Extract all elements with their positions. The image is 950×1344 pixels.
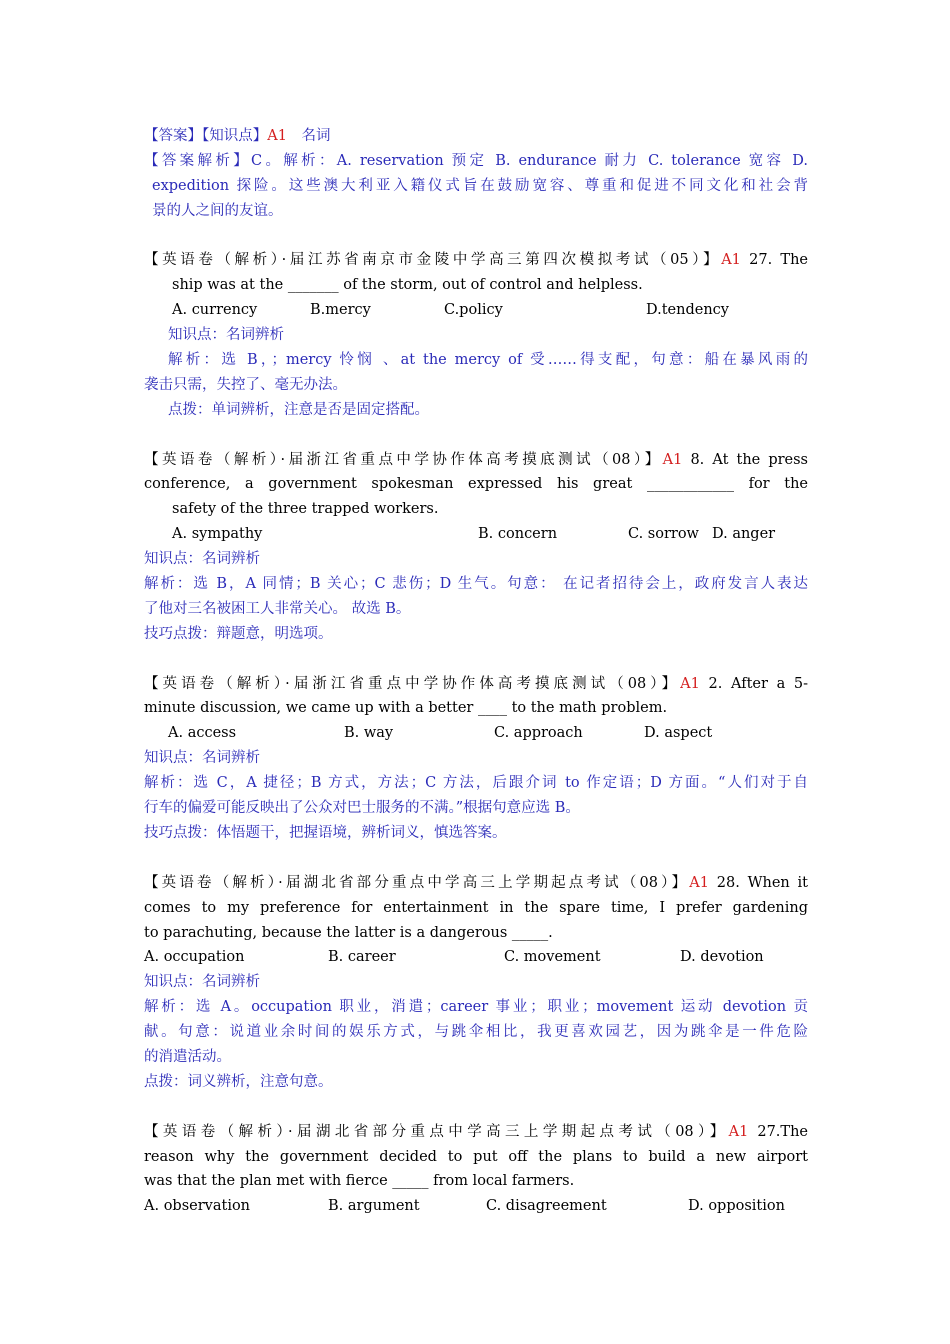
question-stem: was that the plan met with fierce _____ from local farmers. bbox=[144, 1173, 575, 1190]
knowledge-code: A1 bbox=[267, 128, 287, 144]
question-stem: minute discussion, we came up with a better ____ to the math problem. bbox=[144, 700, 668, 717]
answer-options bbox=[144, 945, 808, 970]
answer-options bbox=[144, 721, 808, 746]
question-stem: conference, a government spokesman expressed his great ____________ for the bbox=[144, 476, 808, 493]
knowledge-code: A1 bbox=[689, 874, 709, 891]
analysis-line: 解析：选 B，A 同情；B 关心；C 悲伤；D 生气。句意： 在记者招待会上，政府发言人表达 bbox=[144, 576, 808, 593]
knowledge-point: 知识点：名词辨析 bbox=[144, 750, 260, 767]
analysis-line: 了他对三名被困工人非常关心。 故选 B。 bbox=[144, 600, 411, 617]
knowledge-code: A1 bbox=[662, 451, 683, 468]
tip-line: 点拨：词义辨析，注意句意。 bbox=[144, 1073, 333, 1090]
answer-options bbox=[144, 298, 808, 323]
analysis-line: 解析：选 B，；mercy 怜悯 、at the mercy of 受……得支配，句意：船在暴风雨的 bbox=[168, 352, 808, 369]
analysis-line: 景的人之间的友谊。 bbox=[152, 202, 283, 219]
analysis-line: expedition 探险。这些澳大利亚入籍仪式旨在鼓励宽容、尊重和促进不同文化和社会背 bbox=[152, 177, 808, 194]
answer-block bbox=[144, 124, 808, 224]
analysis-line: 行车的偏爱可能反映出了公众对巴士服务的不满。”根据句意应选 B。 bbox=[144, 800, 580, 817]
question-block bbox=[144, 1120, 808, 1220]
analysis-line: 袭击只需，失控了、毫无办法。 bbox=[144, 376, 347, 393]
tip-line: 技巧点拨：辩题意，明选项。 bbox=[144, 625, 333, 642]
question-stem: comes to my preference for entertainment in the spare time, I prefer gardening bbox=[144, 899, 808, 916]
knowledge-code: A1 bbox=[728, 1123, 749, 1140]
question-block bbox=[144, 871, 808, 1095]
question-stem: reason why the government decided to put off the plans to build a new airport bbox=[144, 1148, 808, 1165]
knowledge-point: 知识点：名词辨析 bbox=[144, 974, 260, 991]
question-block bbox=[144, 448, 808, 647]
option-a: A. occupation bbox=[144, 949, 245, 966]
tip-line: 技巧点拨：体悟题干，把握语境，辨析词义，慎选答案。 bbox=[144, 824, 507, 841]
analysis-line: 解析：选 C，A 捷径；B 方式，方法；C 方法，后跟介词 to 作定语；D 方面。“人们对于自 bbox=[144, 775, 808, 792]
option-c: C. movement bbox=[504, 949, 601, 966]
question-source: 【英语卷（解析）·届湖北省部分重点中学高三上学期起点考试（08）】A1 27.The bbox=[144, 1123, 808, 1140]
option-b: B. career bbox=[328, 949, 396, 966]
tip-line: 点拨：单词辨析，注意是否是固定搭配。 bbox=[168, 401, 429, 418]
question-source: 【英语卷（解析）·届浙江省重点中学协作体高考摸底测试（08）】A1 8. At the press bbox=[144, 451, 808, 468]
question-block bbox=[144, 248, 808, 422]
question-source: 【英语卷（解析）·届湖北省部分重点中学高三上学期起点考试（08）】A1 28. When it bbox=[144, 874, 808, 891]
knowledge-point: 知识点：名词辨析 bbox=[144, 551, 260, 568]
option-b: B. way bbox=[344, 725, 394, 742]
option-c: C.policy bbox=[444, 302, 503, 319]
option-d: D. aspect bbox=[644, 725, 713, 742]
answer-line: 【答案】【知识点】A1 名词 bbox=[144, 128, 331, 144]
question-source: 【英语卷（解析）·届浙江省重点中学协作体高考摸底测试（08）】A1 2. After a 5- bbox=[144, 675, 808, 692]
analysis-line: 献。句意：说道业余时间的娱乐方式，与跳伞相比，我更喜欢园艺，因为跳伞是一件危险 bbox=[144, 1024, 808, 1041]
option-a: A. observation bbox=[144, 1198, 251, 1215]
question-stem: ship was at the _______ of the storm, out of control and helpless. bbox=[172, 277, 643, 294]
option-b: B. argument bbox=[328, 1198, 420, 1215]
question-block bbox=[144, 672, 808, 846]
option-d: D. anger bbox=[712, 526, 776, 543]
analysis-line: 【答案解析】C。解析：A. reservation 预定 B. endurance 耐力 C. tolerance 宽容 D. bbox=[144, 152, 808, 169]
question-stem: to parachuting, because the latter is a dangerous _____. bbox=[144, 924, 553, 941]
option-a: A. sympathy bbox=[172, 526, 263, 543]
option-a: A. access bbox=[168, 725, 237, 742]
knowledge-code: A1 bbox=[721, 252, 741, 269]
answer-options bbox=[144, 1194, 808, 1219]
answer-options bbox=[144, 522, 808, 547]
option-b: B.mercy bbox=[310, 302, 371, 319]
option-b: B. concern bbox=[478, 526, 558, 543]
analysis-line: 解析：选 A。occupation 职业，消遣；career 事业；职业；movement 运动 devotion 贡 bbox=[144, 999, 808, 1016]
document-page bbox=[144, 124, 808, 1219]
option-c: C. disagreement bbox=[486, 1198, 607, 1215]
knowledge-code: A1 bbox=[680, 675, 700, 692]
option-c: C. sorrow bbox=[628, 526, 699, 543]
option-d: D. devotion bbox=[680, 949, 764, 966]
option-d: D. opposition bbox=[688, 1198, 785, 1215]
option-c: C. approach bbox=[494, 725, 583, 742]
question-source: 【英语卷（解析）·届江苏省南京市金陵中学高三第四次模拟考试（05）】A1 27. The bbox=[144, 252, 808, 269]
option-d: D.tendency bbox=[646, 302, 729, 319]
option-a: A. currency bbox=[172, 302, 258, 319]
analysis-line: 的消遣活动。 bbox=[144, 1048, 231, 1065]
question-stem: safety of the three trapped workers. bbox=[172, 501, 439, 518]
knowledge-point: 知识点：名词辨析 bbox=[168, 327, 284, 344]
